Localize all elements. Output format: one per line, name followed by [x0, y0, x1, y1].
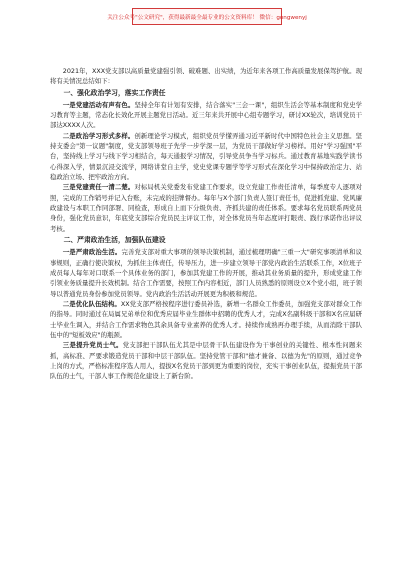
- promo-banner-text: 关注公众号"公文研究"，获得最新最全最专业的公文资料库！ 微信：gongwenyj: [107, 14, 307, 21]
- paragraph-lead: 三是党建责任一清二楚。: [62, 183, 135, 192]
- section-2-paragraph-2: [50, 299, 362, 340]
- paragraph-lead: 二是优化队伍结构。: [62, 299, 121, 308]
- paragraph-body: 完善党支部对重大事项的领导决策机制，通过梳理明确"三重一大"研究事项清单和议事规则，正确行使决策权，为抓住主体责任，传导压力，进一步建立领导干部党内政治生活联系工作，X位班子成员每人每年对口联系一个具体业务的部门，参加其党建工作的开展，推动其业务质量的提升，形成党建工作引领业务质量提升长效机制。结合工作需要，按照工作内容相近，部门人员熟悉的原则设立X个党小组，班子领导以普通党员身份参加党员领导。党内政治生活活动开展更为积极和规范。: [50, 248, 362, 298]
- intro-paragraph: 2021年，XXX党支部以高质量党建强引领、破难题、出实绩，为近年来各项工作高质量发展保驾护航。现将有关情况总结如下：: [50, 67, 362, 86]
- section-1-heading: 一、强化政治学习，落实工作责任: [63, 88, 166, 97]
- paragraph-body: 党支部把干部队伍尤其是中层骨干队伍建设作为干事创业的关键性、根本性问题来抓，高标准、严要求锻造党员干部和中层干部队伍。坚持党管干部和"德才兼备、以德为先"的原则，通过竞争上岗的方式，严格标准程序选人用人，提拔X名党员干部到更为重要的岗位，充实干事创业队伍，提振党员干部队伍的士气，干部人事工作规范化建设上了新台阶。: [50, 341, 363, 381]
- promo-banner: [107, 8, 307, 25]
- paragraph-lead: 三是提升党员士气。: [62, 341, 123, 350]
- paragraph-lead: 一是严肃政治生活。: [62, 248, 122, 257]
- paragraph-body: XX党支部严格按程序进行委员补选，新增一名群众工作委员，加强党支部对群众工作的指导。同时通过在局属兄弟单位和优秀应届毕业生群体中招聘的优秀人才，完成X名副科级干部和X名应届研士毕业生调入，并结合工作需求物色其余具备专业素养的优秀人才。持续作成熟再办理手续，从而消除干部队伍中的"短板效应"的瓶颈。: [50, 299, 362, 339]
- section-2-paragraph-1: [50, 247, 362, 299]
- paragraph-lead: 二是政治学习形式多样。: [62, 131, 135, 140]
- section-2-paragraph-3: [50, 340, 362, 381]
- section-2-heading: 二、严肃政治生活，加强队伍建设: [63, 236, 166, 245]
- section-1-paragraph-1: [50, 100, 362, 131]
- paragraph-body: 坚持全年有计划有安排，结合落实"三会一课"，组织生活会等基本制度和党史学习教育等主题，常态化长效化开展主题党日活动。近三年来共开展中心组专题学习，研讨XX轮次，培训党员干部达XXXX人次。: [50, 100, 362, 130]
- paragraph-lead: 一是党建活动有声有色。: [62, 100, 135, 109]
- section-1-paragraph-3: [50, 182, 362, 234]
- section-1-paragraph-2: [50, 131, 362, 183]
- paragraph-body: 对标局机关党委发布党建工作要求，设立党建工作责任清单，每季度专人逐项对照，完成的工作销号并记入台账，未完成的挂牌督办。每年与X个部门负责人签订责任书，促进抓党建、党风廉政建设与本职工作同部署、同检查，形成自上而下分级负责、齐抓共建的责任体系。要求每名党员联系两党员身份，强化党员意识，年底党支部综合党员民主评议工作，对全体党员当年态度评打眼责、践行承诺作出评议考核。: [50, 183, 363, 233]
- paragraph-body: 创新理论学习模式，组织党员学懂弄通习近平新时代中国特色社会主义思想。坚持支委会"第一议题"制度，党支部领导班子先学一步学深一层，为党员干部做好学习榜样。用好"学习强国"平台，坚持线上学习与线下学习相结合，每天通报学习情况，引导党员争当学习标兵。通过教育基地实践学读书心得深入学，情景沉浸交流学，网络讲堂自主学，党史党课专题学等学习形式在深化学习中保持政治定力、站稳政治立场、把牢政治方向。: [50, 131, 363, 182]
- document-body: [50, 66, 362, 382]
